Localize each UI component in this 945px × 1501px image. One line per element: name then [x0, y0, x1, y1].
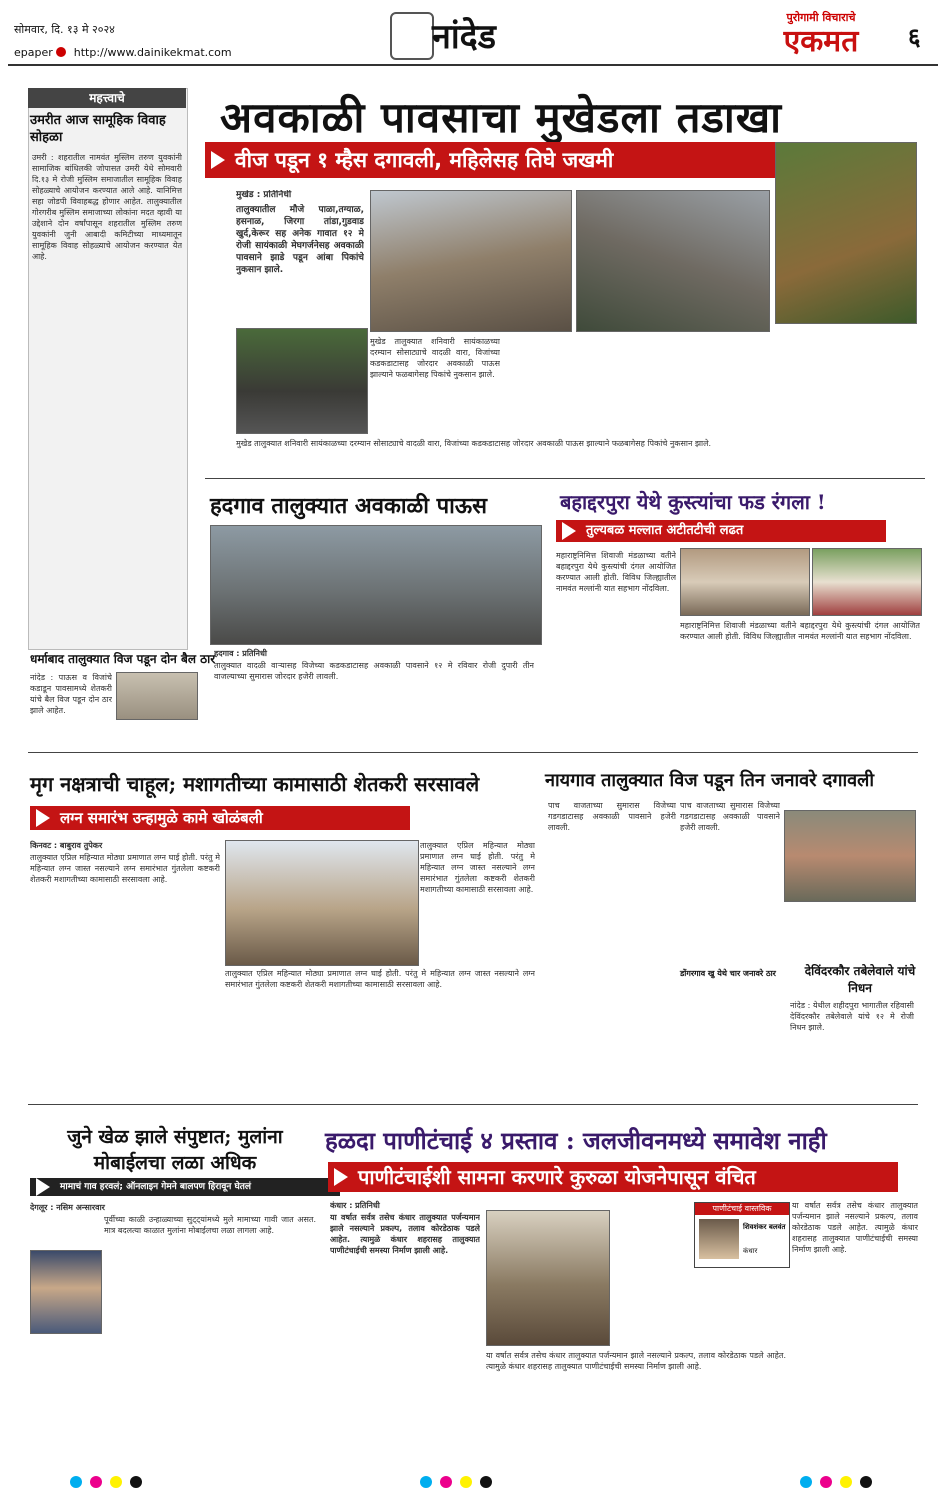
- mobile-body: पूर्वीच्या काळी उन्हाळ्याच्या सुट्ट्यांमध्ये मुले मामाच्या गावी जात असत. मात्र बदलत्या काळात मुलांना मोबाईलचा लळा लागला आहे.: [104, 1215, 316, 1235]
- ploughing-photo: [225, 840, 419, 966]
- divider: [28, 752, 918, 753]
- mobile-headline: जुने खेळ झाले संपुष्टात; मुलांना मोबाईलचा लळा अधिक: [67, 1126, 283, 1174]
- logo-tagline: पुरोगामी विचाराचे: [786, 11, 856, 24]
- sidebar-story-title: उमरीत आज सामूहिक विवाह सोहळा: [30, 113, 166, 145]
- epaper-icon: [56, 47, 66, 57]
- sidebar-story-body: उमरी : शहरातील नामवंत मुस्लिम तरुण युवकांनी सामाजिक बांधिलकी जोपासत उमरी येथे सोमवारी दि.१३ मे रोजी मुस्लिम समाजातील सामूहिक विवाह सोहळ्याचे आयोजन करण्यात आले आहे. यानिमित्त सहा जोडपी विवाहबद्ध होणार आहेत. तालुक्यातील गोरगरीब मुस्लिम समाजाच्या लोकांना मदत व्हावी या उद्देशाने दोन वर्षांपासून शहरातील मुस्लिम तरुण युवकांनी जुनी आबादी कमिटीच्या माध्यमातून सामूहिक विवाह सोहळ्याचे आयोजन करण्यात येत आहे.: [32, 153, 182, 261]
- water-carriers-photo: [486, 1210, 610, 1346]
- page-city-title: नांदेड: [432, 17, 496, 57]
- dead-cattle-photo: [784, 810, 916, 902]
- person-name: शिवशंकर बलवंत: [743, 1223, 786, 1231]
- header-divider: [8, 64, 938, 66]
- main-body-col1: मुखेड तालुक्यात शनिवारी सायंकाळच्या दरम्यान सोसाट्याचे वादळी वारा, विजांच्या कडकडाटासह जोरदार अवकाळी पाऊस झाल्याने फळबागेसह पिकांचे नुकसान झाले.: [370, 337, 500, 379]
- hadgaon-byline: हदगाव : प्रतिनिधी: [214, 649, 267, 658]
- main-byline: मुखेड : प्रतिनिधी: [236, 190, 292, 200]
- print-marks-left: [70, 1476, 142, 1488]
- mrug-byline: किनवट : बाबुराव तुपेकर: [30, 841, 103, 850]
- quote-label: पाणीटंचाई वास्तविक: [695, 1203, 789, 1215]
- person-place: कंधार: [743, 1247, 758, 1255]
- halda-banner: [328, 1162, 898, 1192]
- print-marks-center: [420, 1476, 492, 1488]
- halda-body: या वर्षात सर्वत्र तसेच कंधार तालुक्यात पर्जन्यमान झाले नसल्याने प्रकल्प, तलाव कोरडेठाक पडले आहेत. त्यामुळे कंधार शहरासह तालुक्यात पाणीटंचाईची समस्या निर्माण झाली आहे.: [330, 1213, 480, 1255]
- hadgaon-body: तालुक्यात वादळी वाऱ्यासह विजेच्या कडकडाटासह अवकाळी पावसाने १२ मे रविवार रोजी दुपारी तीन वाजल्याच्या सुमारास जोरदार हजेरी लावली.: [214, 661, 534, 681]
- rain-street-photo: [210, 525, 542, 645]
- magenta-mark: [440, 1476, 452, 1488]
- mrug-banner: [30, 806, 410, 830]
- halda-body-2: या वर्षात सर्वत्र तसेच कंधार तालुक्यात पर्जन्यमान झाले नसल्याने प्रकल्प, तलाव कोरडेठाक पडले आहेत. त्यामुळे कंधार शहरासह तालुक्यात पाणीटंचाईची समस्या निर्माण झाली आहे.: [486, 1351, 786, 1371]
- city-emblem-icon: [390, 12, 434, 60]
- url-text: http://www.dainikekmat.com: [73, 46, 232, 59]
- magenta-mark: [90, 1476, 102, 1488]
- masthead-logo: [750, 10, 892, 68]
- person-quote-box: [694, 1202, 790, 1268]
- main-banner-text: वीज पडून १ म्हैस दगावली, महिलेसह तिघे जखमी: [235, 148, 614, 172]
- banner-arrow-icon: [211, 151, 225, 169]
- bahadarpura-banner: [556, 520, 886, 542]
- mrug-body: तालुक्यात एप्रिल महिन्यात मोठ्या प्रमाणात लग्न घाई होती. परंतु मे महिन्यात लग्न जास्त नसल्याने लग्न समारंभात गुंतलेला कष्टकरी शेतकरी मशागतीच्या कामासाठी सरसावला आहे.: [30, 853, 220, 884]
- black-mark: [480, 1476, 492, 1488]
- collapsed-roof-photo: [370, 190, 572, 332]
- banner-arrow-icon: [334, 1168, 348, 1186]
- epaper-label: epaper: [14, 46, 53, 59]
- devindar-headline: देविंदरकौर तबेलेवाले यांचे निधन: [804, 964, 916, 995]
- naygaon-subhead: डोंगरगाव खु येथे चार जनावरे ठार: [680, 969, 776, 978]
- divider: [205, 478, 925, 479]
- wrestlers-photo: [680, 548, 810, 616]
- black-mark: [860, 1476, 872, 1488]
- mrug-body-2: तालुक्यात एप्रिल महिन्यात मोठ्या प्रमाणात लग्न घाई होती. परंतु मे महिन्यात लग्न जास्त नसल्याने लग्न समारंभात गुंतलेला कष्टकरी शेतकरी मशागतीच्या कामासाठी सरसावला आहे.: [225, 969, 535, 989]
- naygaon-headline: नायगाव तालुक्यात विज पडून तिन जनावरे दगावली: [545, 770, 874, 791]
- banner-arrow-icon: [36, 1178, 50, 1196]
- magenta-mark: [820, 1476, 832, 1488]
- halda-body-3: या वर्षात सर्वत्र तसेच कंधार तालुक्यात पर्जन्यमान झाले नसल्याने प्रकल्प, तलाव कोरडेठाक पडले आहेत. त्यामुळे कंधार शहरासह तालुक्यात पाणीटंचाईची समस्या निर्माण झाली आहे.: [792, 1201, 918, 1254]
- hadgaon-headline: हदगाव तालुक्यात अवकाळी पाऊस: [210, 493, 487, 519]
- divider: [28, 1104, 918, 1105]
- black-mark: [130, 1476, 142, 1488]
- bahadarpura-banner-text: तुल्यबळ मल्लात अटीतटीची लढत: [586, 523, 744, 538]
- yellow-mark: [110, 1476, 122, 1488]
- issue-date: सोमवार, दि. १३ मे २०२४: [14, 23, 115, 36]
- logo-brand: एकमत: [783, 24, 859, 59]
- cyan-mark: [800, 1476, 812, 1488]
- dead-buffalo-photo: [236, 328, 368, 434]
- epaper-url[interactable]: [14, 46, 232, 59]
- main-banner: [205, 142, 795, 178]
- felicitation-photo: [812, 548, 922, 616]
- banner-arrow-icon: [36, 809, 50, 827]
- halda-byline: कंधार : प्रतिनिधी: [330, 1201, 380, 1210]
- main-body-col2: मुखेड तालुक्यात शनिवारी सायंकाळच्या दरम्यान सोसाट्याचे वादळी वारा, विजांच्या कडकडाटासह जोरदार अवकाळी पाऊस झाल्याने फळबागेसह पिकांचे नुकसान झाले.: [236, 439, 712, 448]
- sidebar-heading: महत्त्वाचे: [28, 88, 186, 108]
- yellow-mark: [840, 1476, 852, 1488]
- cyan-mark: [70, 1476, 82, 1488]
- halda-headline: हळदा पाणीटंचाई ४ प्रस्ताव : जलजीवनमध्ये समावेश नाही: [325, 1126, 827, 1155]
- halda-banner-text: पाणीटंचाईशी सामना करणारे कुरुळा योजनेपासून वंचित: [358, 1165, 756, 1189]
- mrug-body-3: तालुक्यात एप्रिल महिन्यात मोठ्या प्रमाणात लग्न घाई होती. परंतु मे महिन्यात लग्न जास्त नसल्याने लग्न समारंभात गुंतलेला कष्टकरी शेतकरी मशागतीच्या कामासाठी सरसावला आहे.: [420, 841, 535, 894]
- damaged-shed-photo: [576, 190, 770, 332]
- dharmabad-headline: धर्माबाद तालुक्यात विज पडून दोन बैल ठार: [30, 652, 216, 666]
- devindar-body: नांदेड : येथील शहीदपुरा भागातील रहिवासी देविंदरकौर तबेलेवाले यांचे १२ मे रोजी निधन झाले.: [790, 1001, 914, 1032]
- main-headline: अवकाळी पावसाचा मुखेडला तडाखा: [220, 93, 782, 142]
- person-photo: [699, 1219, 739, 1259]
- yellow-mark: [460, 1476, 472, 1488]
- page-number: ६: [908, 23, 921, 51]
- naygaon-body-2: पाच वाजताच्या सुमारास विजेच्या गडगडाटासह अवकाळी पावसाने हजेरी लावली.: [680, 801, 780, 832]
- mobile-banner: [30, 1178, 340, 1196]
- bahadarpura-body-2: महाराष्ट्रनिमित्त शिवाजी मंडळाच्या वतीने बहाद्दरपुरा येथे कुस्त्यांची दंगल आयोजित करण्यात आली होती. विविध जिल्ह्यातील नामवंत मल्लांनी यात सहभाग नोंदविला.: [680, 621, 920, 641]
- fallen-mangoes-photo: [775, 142, 917, 324]
- dharmabad-body: नांदेड : पाऊस व विजांचे कडाडून पावसामध्ये शेतकरी यांचे बैल विज पडून दोन ठार झाले आहेत.: [30, 673, 112, 715]
- cyan-mark: [420, 1476, 432, 1488]
- dead-ox-photo: [116, 672, 198, 720]
- mobile-banner-text: मामाचं गाव हरवलं; ऑनलाइन गेमने बालपण हिरावून घेतलं: [60, 1182, 251, 1192]
- print-marks-right: [800, 1476, 872, 1488]
- naygaon-body: पाच वाजताच्या सुमारास विजेच्या गडगडाटासह अवकाळी पावसाने हजेरी लावली.: [548, 801, 676, 832]
- main-lead: तालुक्यातील मौजे पाळा,तग्याळ, हसनाळ, जिरगा तांडा,गुडवाड खुर्द,केरूर सह अनेक गावात १२ मे रोजी सायंकाळी मेघगर्जनेसह अवकाळी पावसाने झाडे पडून आंबा पिकांचे नुकसान झाले.: [236, 205, 364, 275]
- bahadarpura-body: महाराष्ट्रनिमित्त शिवाजी मंडळाच्या वतीने बहाद्दरपुरा येथे कुस्त्यांची दंगल आयोजित करण्यात आली होती. विविध जिल्ह्यातील नामवंत मल्लांनी यात सहभाग नोंदविला.: [556, 551, 676, 593]
- banner-arrow-icon: [562, 522, 576, 540]
- mrug-headline: मृग नक्षत्राची चाहूल; मशागतीच्या कामासाठी शेतकरी सरसावले: [30, 772, 480, 796]
- mobile-byline: देगलूर : नसिम अन्सारवार: [30, 1203, 105, 1212]
- child-mobile-photo: [30, 1250, 102, 1334]
- bahadarpura-headline: बहाद्दरपुरा येथे कुस्त्यांचा फड रंगला !: [560, 490, 826, 514]
- mrug-banner-text: लग्न समारंभ उन्हामुळे कामे खोळंबली: [60, 809, 263, 827]
